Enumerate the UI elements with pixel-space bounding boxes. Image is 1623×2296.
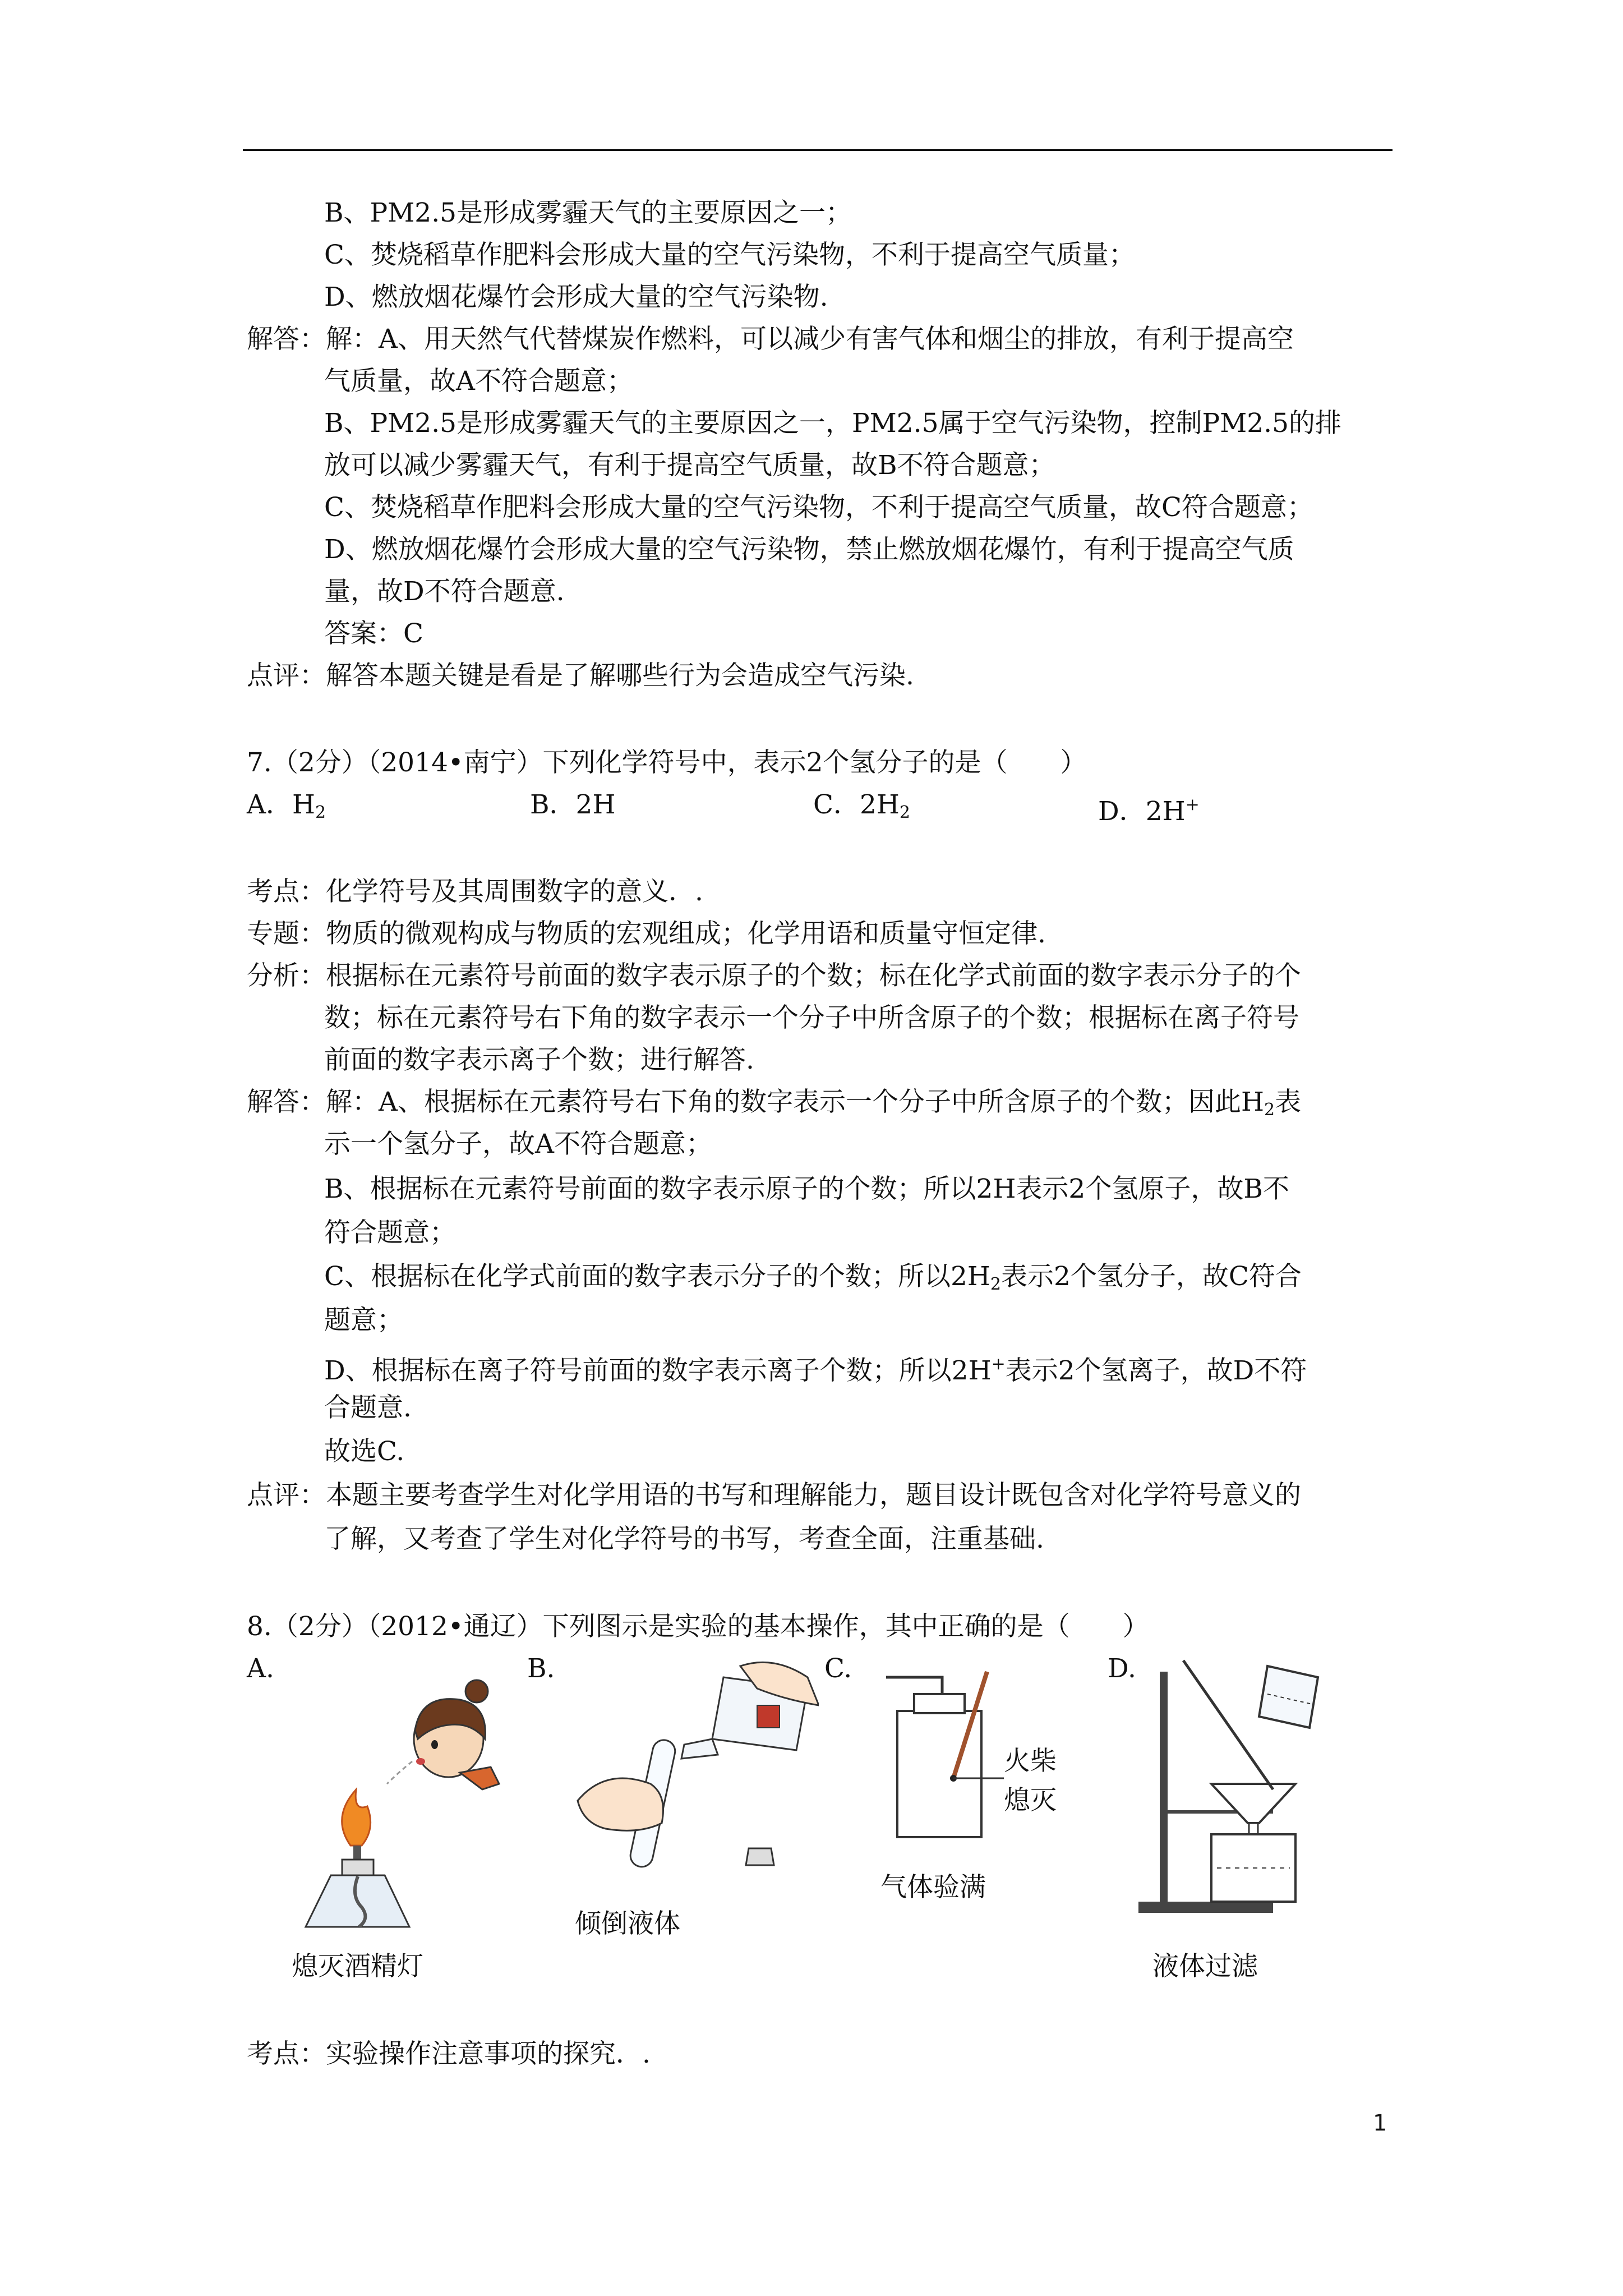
q8-label-d: D. xyxy=(1108,1653,1136,1684)
q6-solution-line-4: 放可以减少雾霾天气，有利于提高空气质量，故B不符合题意； xyxy=(324,450,1055,481)
q7-option-b: B．2H xyxy=(530,789,616,820)
q6-solution-line-3: B、PM2.5是形成雾霾天气的主要原因之一，PM2.5属于空气污染物，控制PM2.5的排 xyxy=(324,408,1342,439)
q6-solution-line-1: 解答：解：A、用天然气代替煤炭作燃料，可以减少有害气体和烟尘的排放，有利于提高空 xyxy=(247,324,1294,355)
q7-exam-point: 考点：化学符号及其周围数字的意义．. xyxy=(247,876,703,907)
q8-label-a: A. xyxy=(247,1653,274,1684)
figure-b-caption: 倾倒液体 xyxy=(575,1908,680,1939)
q7-stem: 7.（2分）（2014•南宁）下列化学符号中，表示2个氢分子的是（ ） xyxy=(247,747,1087,778)
q8-stem: 8.（2分）（2012•通辽）下列图示是实验的基本操作，其中正确的是（ ） xyxy=(247,1611,1149,1642)
q7-analysis-line-1: 分析：根据标在元素符号前面的数字表示原子的个数；标在化学式前面的数字表示分子的个 xyxy=(247,960,1301,991)
q8-label-b: B. xyxy=(527,1653,555,1684)
q7-comment-line-2: 了解，又考查了学生对化学符号的书写，考查全面，注重基础. xyxy=(324,1524,1044,1554)
q6-comment: 点评：解答本题关键是看是了解哪些行为会造成空气污染. xyxy=(247,660,914,691)
q7-solution-line-7: D、根据标在离子符号前面的数字表示离子个数；所以2H+表示2个氢离子，故D不符 xyxy=(324,1354,1307,1386)
q7-option-a: A．$H_2$ xyxy=(247,789,326,822)
q7-option-c: C．$2H_2$ xyxy=(813,789,910,822)
figure-b-pour-liquid xyxy=(572,1655,819,1890)
q7-solution-line-2: 示一个氢分子，故A不符合题意； xyxy=(324,1129,712,1159)
q7-solution-line-6: 题意； xyxy=(324,1305,403,1336)
q7-solution-line-8: 合题意. xyxy=(324,1392,412,1423)
figure-a-extinguish-lamp xyxy=(292,1677,505,1947)
figure-d-caption: 液体过滤 xyxy=(1152,1951,1258,1982)
q6-solution-line-6: D、燃放烟花爆竹会形成大量的空气污染物，禁止燃放烟花爆竹，有利于提高空气质 xyxy=(324,534,1294,565)
q7-option-d: D．2H+ xyxy=(1098,795,1200,827)
q7-solution-line-5: C、根据标在化学式前面的数字表示分子的个数；所以$2H_2$表示2个氢分子，故C符合 xyxy=(324,1261,1302,1294)
q7-analysis-line-2: 数；标在元素符号右下角的数字表示一个分子中所含原子的个数；根据标在离子符号 xyxy=(324,1002,1299,1033)
q7-choice: 故选C. xyxy=(324,1436,405,1467)
q6-answer: 答案：C xyxy=(324,618,423,649)
figure-c-note-line-1: 火柴 xyxy=(1004,1746,1057,1777)
figure-a-caption: 熄灭酒精灯 xyxy=(292,1951,423,1982)
q7-solution-line-4: 符合题意； xyxy=(324,1217,456,1248)
q6-solution-line-2: 气质量，故A不符合题意； xyxy=(324,366,633,397)
q7-solution-line-3: B、根据标在元素符号前面的数字表示原子的个数；所以2H表示2个氢原子，故B不 xyxy=(324,1174,1289,1204)
q8-exam-point: 考点：实验操作注意事项的探究．. xyxy=(247,2039,651,2069)
q7-comment-line-1: 点评：本题主要考查学生对化学用语的书写和理解能力，题目设计既包含对化学符号意义的 xyxy=(247,1480,1301,1511)
q7-analysis-line-3: 前面的数字表示离子个数；进行解答. xyxy=(324,1045,754,1075)
q7-solution-line-1: 解答：解：A、根据标在元素符号右下角的数字表示一个分子中所含原子的个数；因此$H_2$表 xyxy=(247,1087,1302,1120)
figure-c-note-line-2: 熄灭 xyxy=(1004,1785,1057,1816)
figure-c-caption: 气体验满 xyxy=(880,1872,986,1903)
figure-c-gas-full-test xyxy=(875,1660,1009,1846)
q6-solution-line-7: 量，故D不符合题意. xyxy=(324,576,565,607)
q6-solution-line-5: C、焚烧稻草作肥料会形成大量的空气污染物，不利于提高空气质量，故C符合题意； xyxy=(324,492,1313,523)
page-number: 1 xyxy=(1373,2110,1387,2136)
q7-topic: 专题：物质的微观构成与物质的宏观组成；化学用语和质量守恒定律. xyxy=(247,918,1046,949)
q6-option-b: B、PM2.5是形成雾霾天气的主要原因之一； xyxy=(324,197,852,228)
header-rule xyxy=(243,149,1393,151)
figure-d-filtration xyxy=(1133,1655,1352,1918)
q6-option-d: D、燃放烟花爆竹会形成大量的空气污染物. xyxy=(324,282,828,312)
q6-option-c: C、焚烧稻草作肥料会形成大量的空气污染物，不利于提高空气质量； xyxy=(324,240,1135,270)
q8-label-c: C. xyxy=(824,1653,852,1684)
